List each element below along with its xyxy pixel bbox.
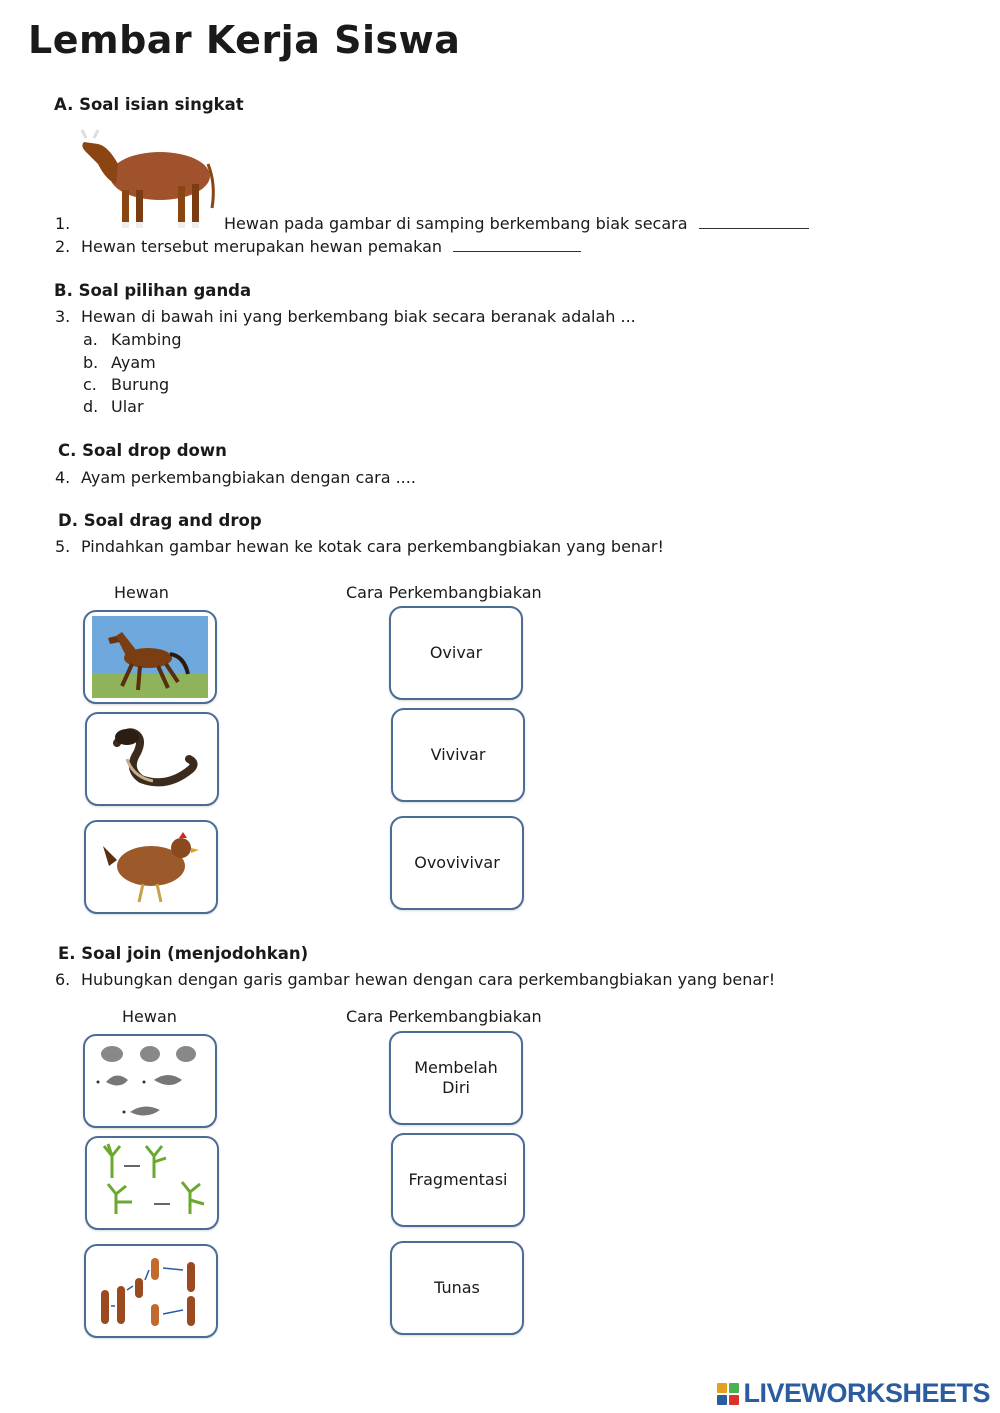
- question-3: [55, 307, 636, 326]
- question-4: [55, 468, 416, 487]
- option-d-text: Ular: [111, 397, 144, 416]
- drag-card-snake[interactable]: [85, 712, 219, 806]
- question-3-text: Hewan di bawah ini yang berkembang biak secara beranak adalah ...: [81, 307, 636, 326]
- section-e-heading: E. Soal join (menjodohkan): [58, 944, 309, 963]
- answer-2-blank[interactable]: [453, 239, 581, 252]
- option-c-text: Burung: [111, 375, 170, 394]
- join-target-fragmentasi[interactable]: [391, 1133, 525, 1227]
- option-d-letter: d.: [83, 397, 99, 416]
- section-c-heading: C. Soal drop down: [58, 441, 227, 460]
- liveworksheets-logo: [717, 1378, 990, 1409]
- join-card-planaria[interactable]: [84, 1244, 218, 1338]
- drop-target-ovivar[interactable]: [389, 606, 523, 700]
- question-4-number: 4.: [55, 468, 71, 487]
- answer-1-blank[interactable]: [699, 216, 809, 229]
- option-b-text: Ayam: [111, 353, 156, 372]
- option-c-letter: c.: [83, 375, 97, 394]
- horse-image: [92, 616, 208, 698]
- section-a-heading: A. Soal isian singkat: [54, 95, 244, 114]
- join-card-amoeba[interactable]: [83, 1034, 217, 1128]
- join-target-membelah-diri-label: Membelah Diri: [414, 1058, 498, 1097]
- section-d-heading: D. Soal drag and drop: [58, 511, 262, 530]
- question-2: [55, 237, 581, 256]
- question-1-text-row: [224, 214, 809, 233]
- option-a[interactable]: [83, 330, 182, 349]
- question-6-text: Hubungkan dengan garis gambar hewan dengan cara perkembangbiakan yang benar!: [81, 970, 776, 989]
- option-b-letter: b.: [83, 353, 99, 372]
- join-card-hydra[interactable]: [85, 1136, 219, 1230]
- liveworksheets-logo-text: LIVEWORKSHEETS: [743, 1378, 990, 1408]
- drag-card-chicken[interactable]: [84, 820, 218, 914]
- option-d[interactable]: [83, 397, 144, 416]
- drop-target-ovivar-label: Ovivar: [429, 643, 483, 662]
- section-b-heading: B. Soal pilihan ganda: [54, 281, 252, 300]
- question-5-number: 5.: [55, 537, 71, 556]
- drop-target-vivivar-label: Vivivar: [430, 745, 486, 764]
- question-6: [55, 970, 775, 989]
- question-1-text: Hewan pada gambar di samping berkembang biak secara: [224, 214, 688, 233]
- question-3-number: 3.: [55, 307, 71, 326]
- option-a-text: Kambing: [111, 330, 182, 349]
- question-5: [55, 537, 664, 556]
- hydra-budding-image: [92, 1142, 212, 1224]
- liveworksheets-logo-icon: [717, 1383, 739, 1405]
- drop-target-vivivar[interactable]: [391, 708, 525, 802]
- page-title: Lembar Kerja Siswa: [28, 18, 461, 62]
- drop-target-ovovivivar[interactable]: [390, 816, 524, 910]
- join-column-hewan: Hewan: [122, 1007, 177, 1026]
- amoeba-division-image: [90, 1040, 210, 1122]
- option-a-letter: a.: [83, 330, 98, 349]
- question-1-number: 1.: [55, 214, 71, 233]
- join-target-tunas[interactable]: [390, 1241, 524, 1335]
- planaria-fragmentation-image: [91, 1250, 211, 1332]
- option-b[interactable]: [83, 353, 156, 372]
- join-column-cara: Cara Perkembangbiakan: [346, 1007, 542, 1026]
- question-1: [55, 214, 81, 233]
- join-target-membelah-diri[interactable]: [389, 1031, 523, 1125]
- cow-image: [78, 124, 218, 232]
- snake-image: [97, 719, 207, 799]
- drag-column-cara: Cara Perkembangbiakan: [346, 583, 542, 602]
- drag-column-hewan: Hewan: [114, 583, 169, 602]
- drop-target-ovovivivar-label: Ovovivivar: [414, 853, 500, 872]
- question-4-text: Ayam perkembangbiakan dengan cara ....: [81, 468, 416, 487]
- question-2-number: 2.: [55, 237, 71, 256]
- join-target-tunas-label: Tunas: [434, 1278, 480, 1297]
- drag-card-horse[interactable]: [83, 610, 217, 704]
- chicken-image: [99, 826, 203, 908]
- join-target-fragmentasi-label: Fragmentasi: [408, 1170, 508, 1189]
- question-6-number: 6.: [55, 970, 71, 989]
- option-c[interactable]: [83, 375, 169, 394]
- question-5-text: Pindahkan gambar hewan ke kotak cara perkembangbiakan yang benar!: [81, 537, 664, 556]
- question-2-text: Hewan tersebut merupakan hewan pemakan: [81, 237, 443, 256]
